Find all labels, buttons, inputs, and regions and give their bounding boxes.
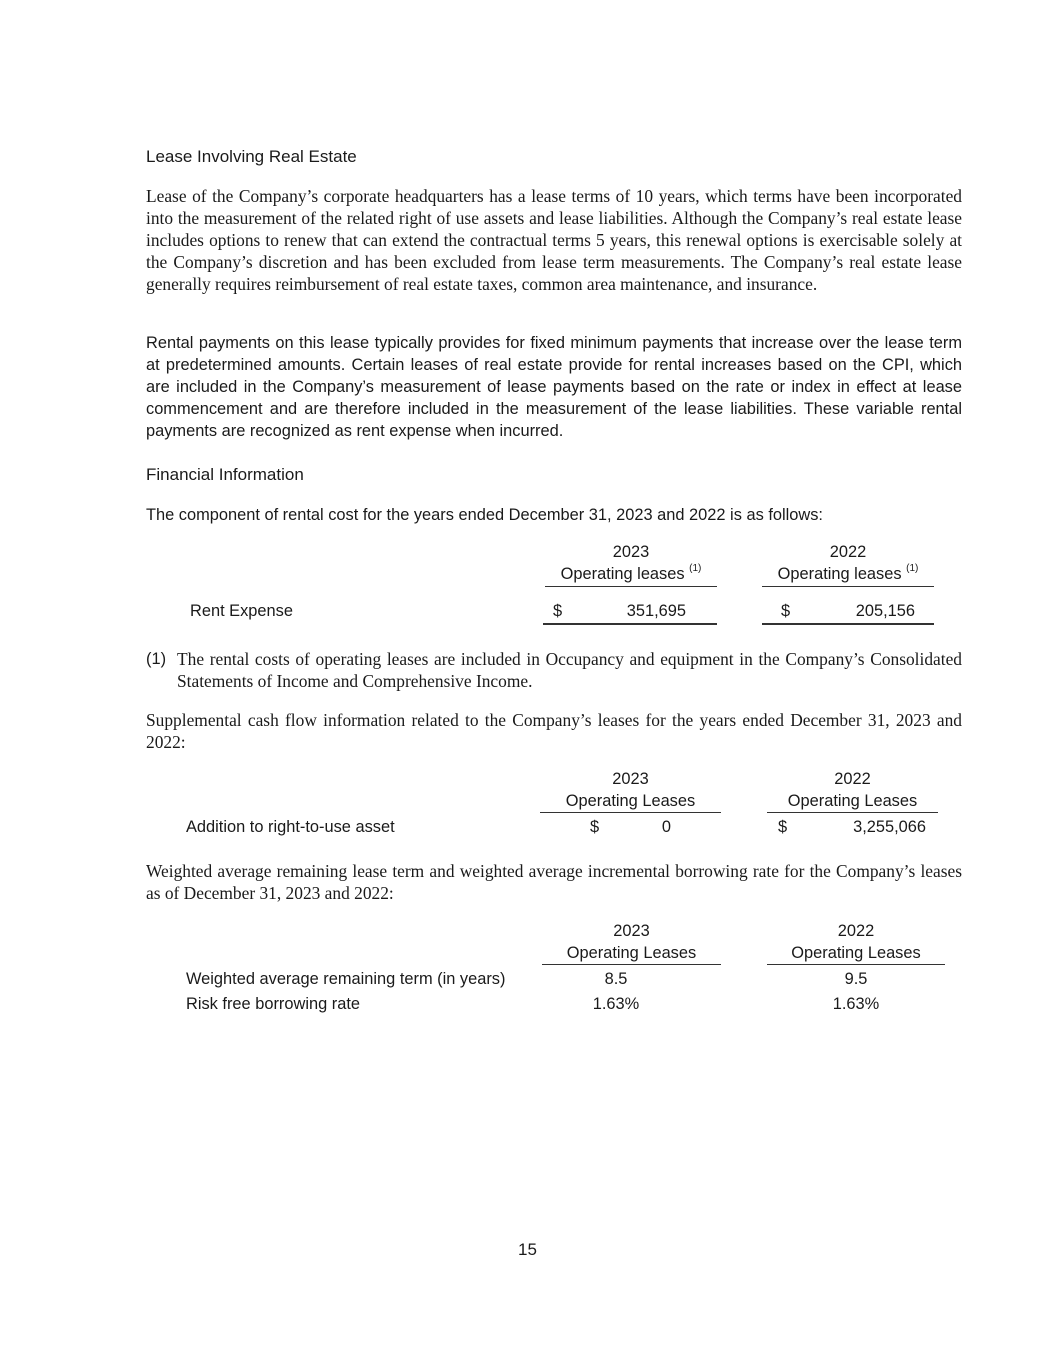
page-number: 15	[518, 1240, 537, 1259]
footnote-number: (1)	[146, 650, 167, 668]
supp-currency-2023: $	[590, 818, 600, 836]
wa-row-label: Weighted average remaining term (in years)	[186, 970, 506, 988]
supp-year-2023: 2023	[612, 770, 649, 788]
supplemental-intro: Supplemental cash flow information related to the Company’s leases for the years ended December 31, 2023 and 2022:	[146, 710, 962, 752]
rent-total-rule-2022	[762, 623, 934, 625]
rent-currency-2022: $	[781, 602, 791, 620]
supp-col-label-2023: Operating Leases	[565, 792, 696, 810]
rent-total-rule-2023	[543, 623, 717, 625]
wa-row-label: Risk free borrowing rate	[186, 995, 360, 1013]
rent-col-label-2022: Operating leases $^{(1)}$	[777, 563, 919, 583]
rent-year-2023: 2023	[612, 543, 650, 561]
rental-cost-intro: The component of rental cost for the years ended December 31, 2023 and 2022 is as follows:	[146, 506, 823, 524]
weighted-average-intro: Weighted average remaining lease term and weighted average incremental borrowing rate for the Company’s leases as of December 31, 2023 and 2022:	[146, 861, 962, 903]
wa-col-label-2023: Operating Leases	[566, 944, 697, 962]
financial-info-heading: Financial Information	[146, 465, 304, 484]
rent-header-rule-2023	[545, 586, 717, 587]
wa-row-value-2022: 1.63%	[832, 995, 880, 1013]
rent-year-2022: 2022	[829, 543, 867, 561]
wa-header-rule-2022	[767, 964, 945, 965]
rent-expense-label: Rent Expense	[190, 602, 293, 620]
supp-value-2023: 0	[661, 818, 671, 836]
supp-row-label: Addition to right-to-use asset	[186, 818, 395, 836]
wa-row-value-2022: 9.5	[844, 970, 868, 988]
rent-value-2023: 351,695	[626, 602, 686, 620]
supp-header-rule-2023	[540, 812, 721, 813]
rent-col-label-2023: Operating leases $^{(1)}$	[560, 563, 702, 583]
wa-col-label-2022: Operating Leases	[791, 944, 921, 962]
lease-paragraph-2: Rental payments on this lease typically provides for fixed minimum payments that increase over the lease term at predetermined amounts. Certain leases of real estate provide for rental increases based on the CPI, which are included in the Company’s measurement of lease payments based on the rate or index in effect at lease commencement and are therefore included in the measurement of the lease liabilities. These variable rental payments are recognized as rent expense when incurred.	[146, 334, 962, 440]
rent-currency-2023: $	[553, 602, 563, 620]
wa-year-2022: 2022	[837, 922, 875, 940]
supp-col-label-2022: Operating Leases	[787, 792, 918, 810]
supp-header-rule-2022	[767, 812, 938, 813]
lease-paragraph-1: Lease of the Company’s corporate headquarters has a lease terms of 10 years, which terms have been incorporated into the measurement of the related right of use assets and lease liabilities. Although the Company’s real estate lease includes options to renew that can extend the contractual terms 5 years, this renewal options is exercisable solely at the Company’s discretion and has been excluded from lease term measurements. The Company’s real estate lease generally requires reimbursement of real estate taxes, common area maintenance, and insurance.	[146, 186, 962, 294]
wa-row-value-2023: 1.63%	[592, 995, 640, 1013]
supp-year-2022: 2022	[834, 770, 871, 788]
wa-year-2023: 2023	[613, 922, 650, 940]
footnote	[146, 648, 962, 692]
lease-heading: Lease Involving Real Estate	[146, 147, 357, 166]
rent-header-rule-2022	[762, 586, 934, 587]
rent-value-2022: 205,156	[855, 602, 915, 620]
supp-currency-2022: $	[778, 818, 788, 836]
wa-header-rule-2023	[542, 964, 721, 965]
supp-value-2022: 3,255,066	[853, 818, 926, 836]
footnote-text: The rental costs of operating leases are included in Occupancy and equipment in the Company’s Consolidated Statements of Income and Comprehensive Income.	[177, 649, 962, 691]
wa-row-value-2023: 8.5	[604, 970, 628, 988]
